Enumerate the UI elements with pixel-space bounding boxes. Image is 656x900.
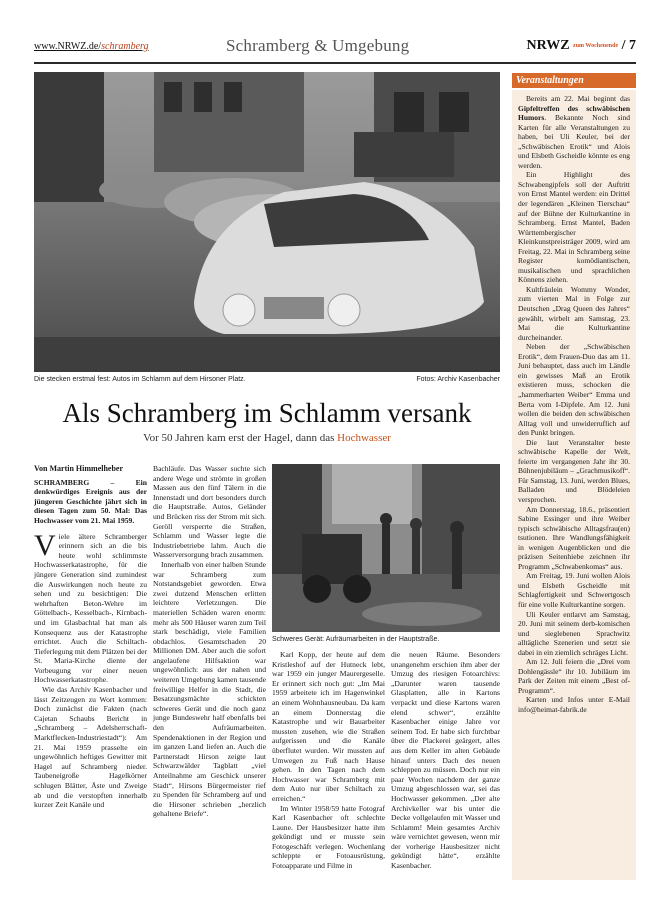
- sidebar-paragraph: Die laut Veranstalter beste schwäbische Kapelle der Welt, feierte im vergangenen Jahr ihr 30. Bühnenjubiläum – „Grachmusikoff“. Für Samstag, 13. Juni, werden Blues, Balladen und Blödeleien versprochen.: [518, 437, 630, 504]
- mud-cars-photo: [34, 72, 500, 372]
- sidebar-heading: Veranstaltungen: [512, 73, 636, 88]
- sidebar-paragraph: Kultfräulein Wommy Wonder, zum vierten Mal in Folge zur Deutschen „Drag Queen des Jahres“ gewählt, wirbelt am Samstag, 23. Mai die Kulturkantine durcheinander.: [518, 284, 630, 342]
- paragraph: die neuen Räume. Besonders unangenehm erschien ihm aber der Umzug des riesigen Fotoarchivs: „Darunter waren tausende Glasplatten, alle in Kartons verpackt und diese Kartons waren elend schwer“, erzählte Kasenbacher einige Jahre vor seinem Tod. Er habe sich furchtbar über die Plackerei geärgert, alles aus dem Keller im alten Gebäude hinauf unters Dach des neuen schleppen zu müssen. Doch nur ein paar Wochen nachdem der ganze Umzug abgeschlossen war, sei das Hochwasser gekommen. „Der alte Archivkeller war bis unter die Decke vollgelaufen mit Wasser und Schlamm! Mein gesamtes Archiv wäre vernichtet gewesen, wenn mir der vorherige Hausbesitzer nicht gekündigt hätte“, erzählte Kasenbacher.: [391, 650, 500, 871]
- header-rule: [34, 62, 636, 64]
- main-photo-caption: Die stecken erstmal fest: Autos im Schlamm auf dem Hirsoner Platz.: [34, 376, 246, 383]
- article-subhead: [34, 432, 500, 444]
- paragraph: Bachläufe. Das Wasser suchte sich andere Wege und strömte in großen Massen aus den fünf Tälern in die Innenstadt und dort besonders durch die Hauptstraße. Autos, Geländer und Brücken riss der Strom mit sich. Geröll versperrte die Straßen, Schlamm und Wasser legte die Industriebetriebe lahm. Auch die Wasserversorgung brach zusammen.: [153, 464, 266, 560]
- photo-credit: Fotos: Archiv Kasenbacher: [416, 376, 500, 383]
- sidebar-paragraph: [518, 94, 630, 170]
- article-column-3: [272, 650, 385, 884]
- paragraph: Innerhalb von einer halben Stunde war Schramberg zum Notstandsgebiet geworden. Etwa zwei dutzend Menschen erlitten leichtere Verletzungen. Die materiellen Schäden waren enorm: mehr als 500 Häuser waren zum Teil stark beschädigt, viele Familien obdachlos. Gesamtschaden 20 Millionen DM. Aber auch die sofort angelaufene Hilfsaktion war ungewöhnlich: aus der nahen und weiteren Umgebung kamen tausende freiwillige Helfer in die Stadt, die Besatzungsmächte schickten schweres Gerät und die noch ganz junge Bundeswehr half ebenfalls bei den Aufräumarbeiten. Spendenaktionen in der Region und im ganzen Land liefen an. Auch die Partnerstadt Hirson zeigte laut Schwarzwälder Tagblatt „viel Anteilnahme am Geschick unserer Stadt“, Hirsons Bürgermeister rief zu Spenden für Schramberg auf und die Hirsoner schrieben „herzlich gehaltene Briefe“.: [153, 559, 266, 819]
- sidebar-paragraph: Am Freitag, 19. Juni wollen Alois und Elsbeth Gscheidle mit Schlagfertigkeit und Schwertgosch für eine volle Kulturkantine sorgen.: [518, 571, 630, 609]
- events-sidebar: [512, 90, 636, 880]
- subhead-text: Vor 50 Jahren kam erst der Hagel, dann das: [143, 432, 338, 444]
- sidebar-paragraph: Am Donnerstag, 18.6., präsentiert Sabine Essinger und ihre Weiber typisch schwäbische Alltagsfrau(en) tsutionen. Ihre Wandlungsfähigkeit in wenigen Augenblicken und die präzisen Seitenhiebe zeichnen ihr Programm „Schwabenkomas“ aus.: [518, 504, 630, 571]
- brand-subtitle: zum Wochenende: [573, 42, 619, 49]
- url-section[interactable]: schramberg: [101, 41, 149, 52]
- sidebar-paragraph: Am 12. Juli feiern die „Drei vom Dohlengässle“ ihr 10. Jubiläum im Park der Zeiten mit einem „Best of-Programm“.: [518, 657, 630, 695]
- sidebar-paragraph: Ein Highlight des Schwabengipfels soll der Auftritt von Ernst Mantel werden: ein Drittel der legendären „Kleinen Tierschau“ auf der Bühne der Kulturkantine in Schramberg. Ernst Mantel, Baden Württembergischer Kleinkunstpreisträger 2009, wird am Freitag, 22. Mai in Schramberg seine Register komödiantischen, musikalischen und sprachlichen Könnens ziehen.: [518, 170, 630, 285]
- website-link[interactable]: [34, 41, 149, 52]
- paragraph: Karl Kopp, der heute auf dem Kristleshof auf der Hutneck lebt, war 1959 ein junger Maurergeselle. Er erinnert sich noch gut: „Im Mai 1959 arbeitete ich im Hagenwinkel an einem Wohnhausneubau. Da kam an einem Donnerstag die Katastrophe und wir Bauarbeiter mussten zusehen, wie die Straßen aufgerissen und die Kanäle überflutet wurden. Wir mussten auf Umwegen zu Fuß nach Hause gehen. In den Tagen nach dem Hochwasser war Schramberg mit dem Auto nur über Schiltach zu erreichen.“: [272, 650, 385, 803]
- page-number: / 7: [621, 38, 636, 53]
- paragraph: [34, 528, 147, 686]
- paragraph: Wie das Archiv Kasenbacher und lässt Zeitzeugen zu Wort kommen: Doch zunächst die Fakten (nach Cajetan Schaubs Bericht in „Schramberg – Adelsherrschaft-Marktflecken-Industriestadt“): Am 21. Mai 1959 prasselte ein ungewöhnlich heftiges Gewitter mit Hagel auf Schramberg nieder. Taubeneigroße Hagelkörner schlugen Blätter, Äste und Zweige ab und die verstopften innerhalb kurzer Zeit Kanäle und: [34, 685, 147, 810]
- cleanup-photo: [272, 464, 500, 632]
- article-column-4: [391, 650, 500, 884]
- article-column-2: [153, 464, 266, 884]
- sidebar-text: Bereits am 22. Mai beginnt das: [526, 94, 630, 103]
- sidebar-text: . Bekannte Noch sind Karten für alle Veranstaltungen zu haben, bei Uli Keuler, bei der „Schwäbischen Erotik“ und Alois und Elsbeth Gscheidle könnte es eng werden.: [518, 113, 630, 170]
- sidebar-paragraph: Neben der „Schwäbischen Erotik“, dem Frauen-Duo das am 11. Juni behauptet, dass auch im Ländle ein gewisses Maß an Erotik existieren muss, schocken die „hammerharten Weiber“ Emma und Berta vom I-Dipfele. Am 12. Juni wollen die beiden den schwäbischen Alltag voll und unwiderruflich auf den Punkt bringen.: [518, 342, 630, 438]
- article-column-1: [34, 464, 147, 884]
- main-photo: [34, 72, 500, 372]
- secondary-photo-caption: Schweres Gerät: Aufräumarbeiten in der Hauptstraße.: [272, 636, 440, 643]
- section-title: Schramberg & Umgebung: [226, 36, 410, 55]
- paragraph-text: iele ältere Schramberger erinnern sich an die bis heute wohl schlimmste Hochwasserkatastrophe, für die jüngere Generation sind zumindest die Auswirkungen noch heute zu sehen und zu besichtigen: Die wehrhaften Beton-Wehre im Göttelbach-, Kesselbach-, Kirnbach- und im Glasbachtal hat man als Konsequenz aus der Katastrophe errichtet. Auch die Schiltach-Tieferlegung mit dem Plätzen bei der St. Maria-Kirche diente der Vorbeugung vor einer neuen Hochwasserkatastrophe.: [34, 531, 147, 685]
- paragraph: Im Winter 1958/59 hatte Fotograf Karl Kasenbacher oft schlechte Laune. Der Hausbesitzer hatte ihm gekündigt und er musste sein Fotogeschäft verlegen. Wochenlang schleppte er Fotoausrüstung, Fotoapparate und Filme in: [272, 803, 385, 871]
- byline: Von Martin Himmelheber: [34, 464, 124, 473]
- url-plain[interactable]: www.NRWZ.de/: [34, 41, 102, 52]
- sidebar-paragraph: Uli Keuler entlarvt am Samstag, 20. Juni mit seinem derb-komischen und sieglebenen Sprachwitz alltägliche Szenerien und setzt sie dabei in ein ziemlich schräges Licht.: [518, 609, 630, 657]
- brand-name: NRWZ: [526, 38, 570, 53]
- article-headline: Als Schramberg im Schlamm versank: [62, 398, 472, 428]
- drop-cap: V: [34, 528, 56, 562]
- secondary-photo: [272, 464, 500, 632]
- brand-block: [526, 38, 636, 54]
- subhead-highlight: Hochwasser: [337, 432, 391, 444]
- page-header: [34, 36, 636, 60]
- sidebar-paragraph: Karten und Infos unter E-Mail info@heimat-fabrik.de: [518, 695, 630, 714]
- sidebar-bold: Gipfeltreffen des schwäbischen Humors: [518, 103, 630, 123]
- article-lead: SCHRAMBERG – Ein denkwürdiges Ereignis aus der jüngeren Geschichte jährt sich in diesen Tagen zum 50. Mal: Das Hochwasser vom 21. Mai 1959.: [34, 477, 147, 525]
